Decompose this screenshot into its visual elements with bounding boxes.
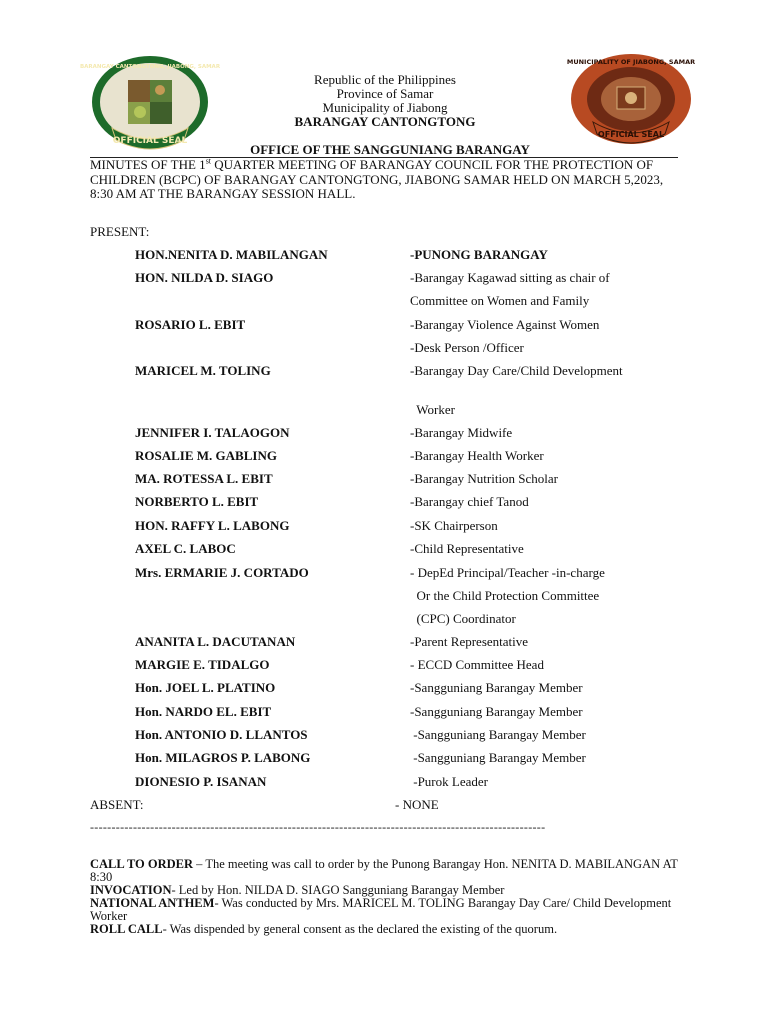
header-municipality: Municipality of Jiabong [322,100,448,115]
proceeding-item [90,884,680,897]
municipality-seal-icon [566,52,696,148]
header-province: Province of Samar [336,86,434,101]
proceeding-text: - Was dispended by general consent as the declared the existing of the quorum. [162,922,558,936]
attendee-role: -Sangguniang Barangay Member [410,727,586,742]
attendee-role: -Sangguniang Barangay Member [410,750,586,765]
attendee-role-cont: Or the Child Protection Committee [410,588,600,603]
attendee-role: -Child Representative [410,541,524,556]
proceeding-item [90,923,680,936]
attendee-role: -Barangay chief Tanod [410,494,529,509]
barangay-seal-icon [79,54,221,154]
proceeding-label: CALL TO ORDER [90,857,194,871]
proceeding-label: NATIONAL ANTHEM [90,896,215,910]
attendee-name: MA. ROTESSA L. EBIT [135,471,273,486]
attendee-name: Hon. MILAGROS P. LABONG [135,750,311,765]
attendee-role: -Parent Representative [410,634,529,649]
attendee-name: HON. NILDA D. SIAGO [135,270,274,285]
minutes-title-post: QUARTER MEETING OF BARANGAY COUNCIL FOR THE PROTECTION OF CHILDREN (BCPC) OF BARANGAY CANTONGTONG, JIABONG SAMAR HELD ON MARCH 5,2023, 8:30 AM AT THE BARANGAY SESSION HALL. [90,157,664,201]
attendee-name: ROSALIE M. GABLING [135,448,277,463]
minutes-title [90,158,680,202]
attendee-name: ANANITA L. DACUTANAN [135,634,296,649]
attendee-role: -Barangay Kagawad sitting as chair of [410,270,610,285]
attendee-role-cont: Committee on Women and Family [410,293,590,308]
attendee-role: - ECCD Committee Head [410,657,544,672]
attendee-role: -Barangay Day Care/Child Development [410,363,623,378]
attendee-name: Hon. JOEL L. PLATINO [135,680,276,695]
attendee-name: JENNIFER I. TALAOGON [135,425,290,440]
attendee-role-cont: Worker [410,402,455,417]
attendee-role: - DepEd Principal/Teacher -in-charge [410,565,605,580]
proceeding-label: INVOCATION [90,883,172,897]
attendee-role: -Barangay Midwife [410,425,513,440]
proceeding-text: – The meeting was call to order by the Punong Barangay Hon. NENITA D. MABILANGAN AT 8:30 [90,857,678,884]
svg-text:MUNICIPALITY OF JIABONG, SAMAR: MUNICIPALITY OF JIABONG, SAMAR [566,58,696,66]
minutes-title-sup: st [205,156,212,166]
attendee-name: ROSARIO L. EBIT [135,317,246,332]
attendee-role: -Sangguniang Barangay Member [410,704,583,719]
attendee-role-cont: (CPC) Coordinator [410,611,516,626]
attendee-name: MARGIE E. TIDALGO [135,657,270,672]
attendee-name: DIONESIO P. ISANAN [135,774,267,789]
attendee-name: HON. RAFFY L. LABONG [135,518,290,533]
proceeding-item [90,858,680,883]
proceeding-text: - Was conducted by Mrs. MARICEL M. TOLING Barangay Day Care/ Child Development Worker [90,896,672,923]
minutes-title-pre: MINUTES OF THE 1 [90,157,206,172]
separator-line: ---------------------------------------------------------------------------------------------------------- [90,820,546,834]
absent-label: ABSENT: [90,797,144,812]
svg-text:OFFICIAL SEAL: OFFICIAL SEAL [112,136,188,146]
attendee-role: -Barangay Health Worker [410,448,544,463]
attendee-name: Mrs. ERMARIE J. CORTADO [135,565,309,580]
attendee-name: HON.NENITA D. MABILANGAN [135,247,328,262]
attendee-name: Hon. NARDO EL. EBIT [135,704,272,719]
attendee-role: -PUNONG BARANGAY [410,247,548,262]
proceeding-label: ROLL CALL [90,922,163,936]
present-label: PRESENT: [90,224,150,239]
attendee-role-cont: -Desk Person /Officer [410,340,524,355]
header-barangay: BARANGAY CANTONGTONG [294,114,476,129]
attendee-role: -SK Chairperson [410,518,498,533]
proceeding-item [90,897,680,922]
svg-text:BARANGAY CANTONGTONG, JIABONG,: BARANGAY CANTONGTONG, JIABONG, SAMAR [79,64,221,70]
attendee-name: AXEL C. LABOC [135,541,236,556]
attendee-name: NORBERTO L. EBIT [135,494,259,509]
attendee-role: -Purok Leader [410,774,488,789]
absent-value: - NONE [395,797,439,812]
svg-text:OFFICIAL SEAL: OFFICIAL SEAL [597,130,665,139]
header-country: Republic of the Philippines [314,72,456,87]
attendee-name: MARICEL M. TOLING [135,363,271,378]
attendee-name: Hon. ANTONIO D. LLANTOS [135,727,308,742]
proceeding-text: - Led by Hon. NILDA D. SIAGO Sangguniang Barangay Member [171,883,505,897]
attendee-role: -Barangay Violence Against Women [410,317,600,332]
attendee-role: -Sangguniang Barangay Member [410,680,583,695]
attendee-role: -Barangay Nutrition Scholar [410,471,559,486]
office-title: OFFICE OF THE SANGGUNIANG BARANGAY [250,142,530,157]
